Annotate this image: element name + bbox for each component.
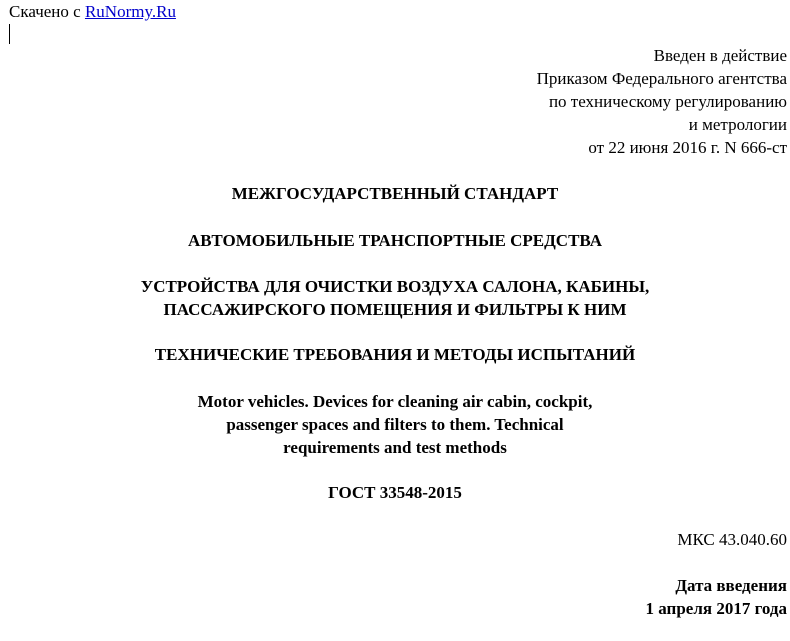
adoption-line: Приказом Федерального агентства [536,69,787,88]
title-ru-line1 [0,229,790,252]
adoption-line: по техническому регулированию [548,92,787,111]
effective-label: Дата введения [675,576,787,595]
title-ru-line2-text: УСТРОЙСТВА ДЛЯ ОЧИСТКИ ВОЗДУХА САЛОНА, КАБИНЫ, [140,277,650,296]
title-ru-line4 [0,343,790,366]
title-en-block [0,390,790,459]
title-en-line: Motor vehicles. Devices for cleaning air cabin, cockpit, [197,392,593,411]
mks-code: МКС 43.040.60 [677,530,787,549]
title-en-line: requirements and test methods [283,438,507,457]
title-ru-block [0,275,790,321]
designation-text: ГОСТ 33548-2015 [328,483,462,502]
adoption-line: от 22 июня 2016 г. N 666-ст [588,138,787,157]
title-ru-line1-text: АВТОМОБИЛЬНЫЕ ТРАНСПОРТНЫЕ СРЕДСТВА [188,231,602,250]
source-prefix: Скачено с [9,2,85,21]
title-ru-line3-text: ПАССАЖИРСКОГО ПОМЕЩЕНИЯ И ФИЛЬТРЫ К НИМ [163,300,627,319]
source-line [9,0,176,23]
title-en-line: passenger spaces and filters to them. Technical [226,415,564,434]
text-cursor [9,24,10,44]
title-ru-line4-text: ТЕХНИЧЕСКИЕ ТРЕБОВАНИЯ И МЕТОДЫ ИСПЫТАНИЙ [154,345,636,364]
source-link[interactable]: RuNormy.Ru [84,2,176,21]
standard-type-text: МЕЖГОСУДАРСТВЕННЫЙ СТАНДАРТ [231,184,559,203]
adoption-line: и метрологии [688,115,787,134]
standard-type [0,182,790,205]
adoption-block [537,44,787,159]
designation [0,481,790,504]
adoption-line: Введен в действие [653,46,787,65]
effective-date: 1 апреля 2017 года [645,599,787,618]
